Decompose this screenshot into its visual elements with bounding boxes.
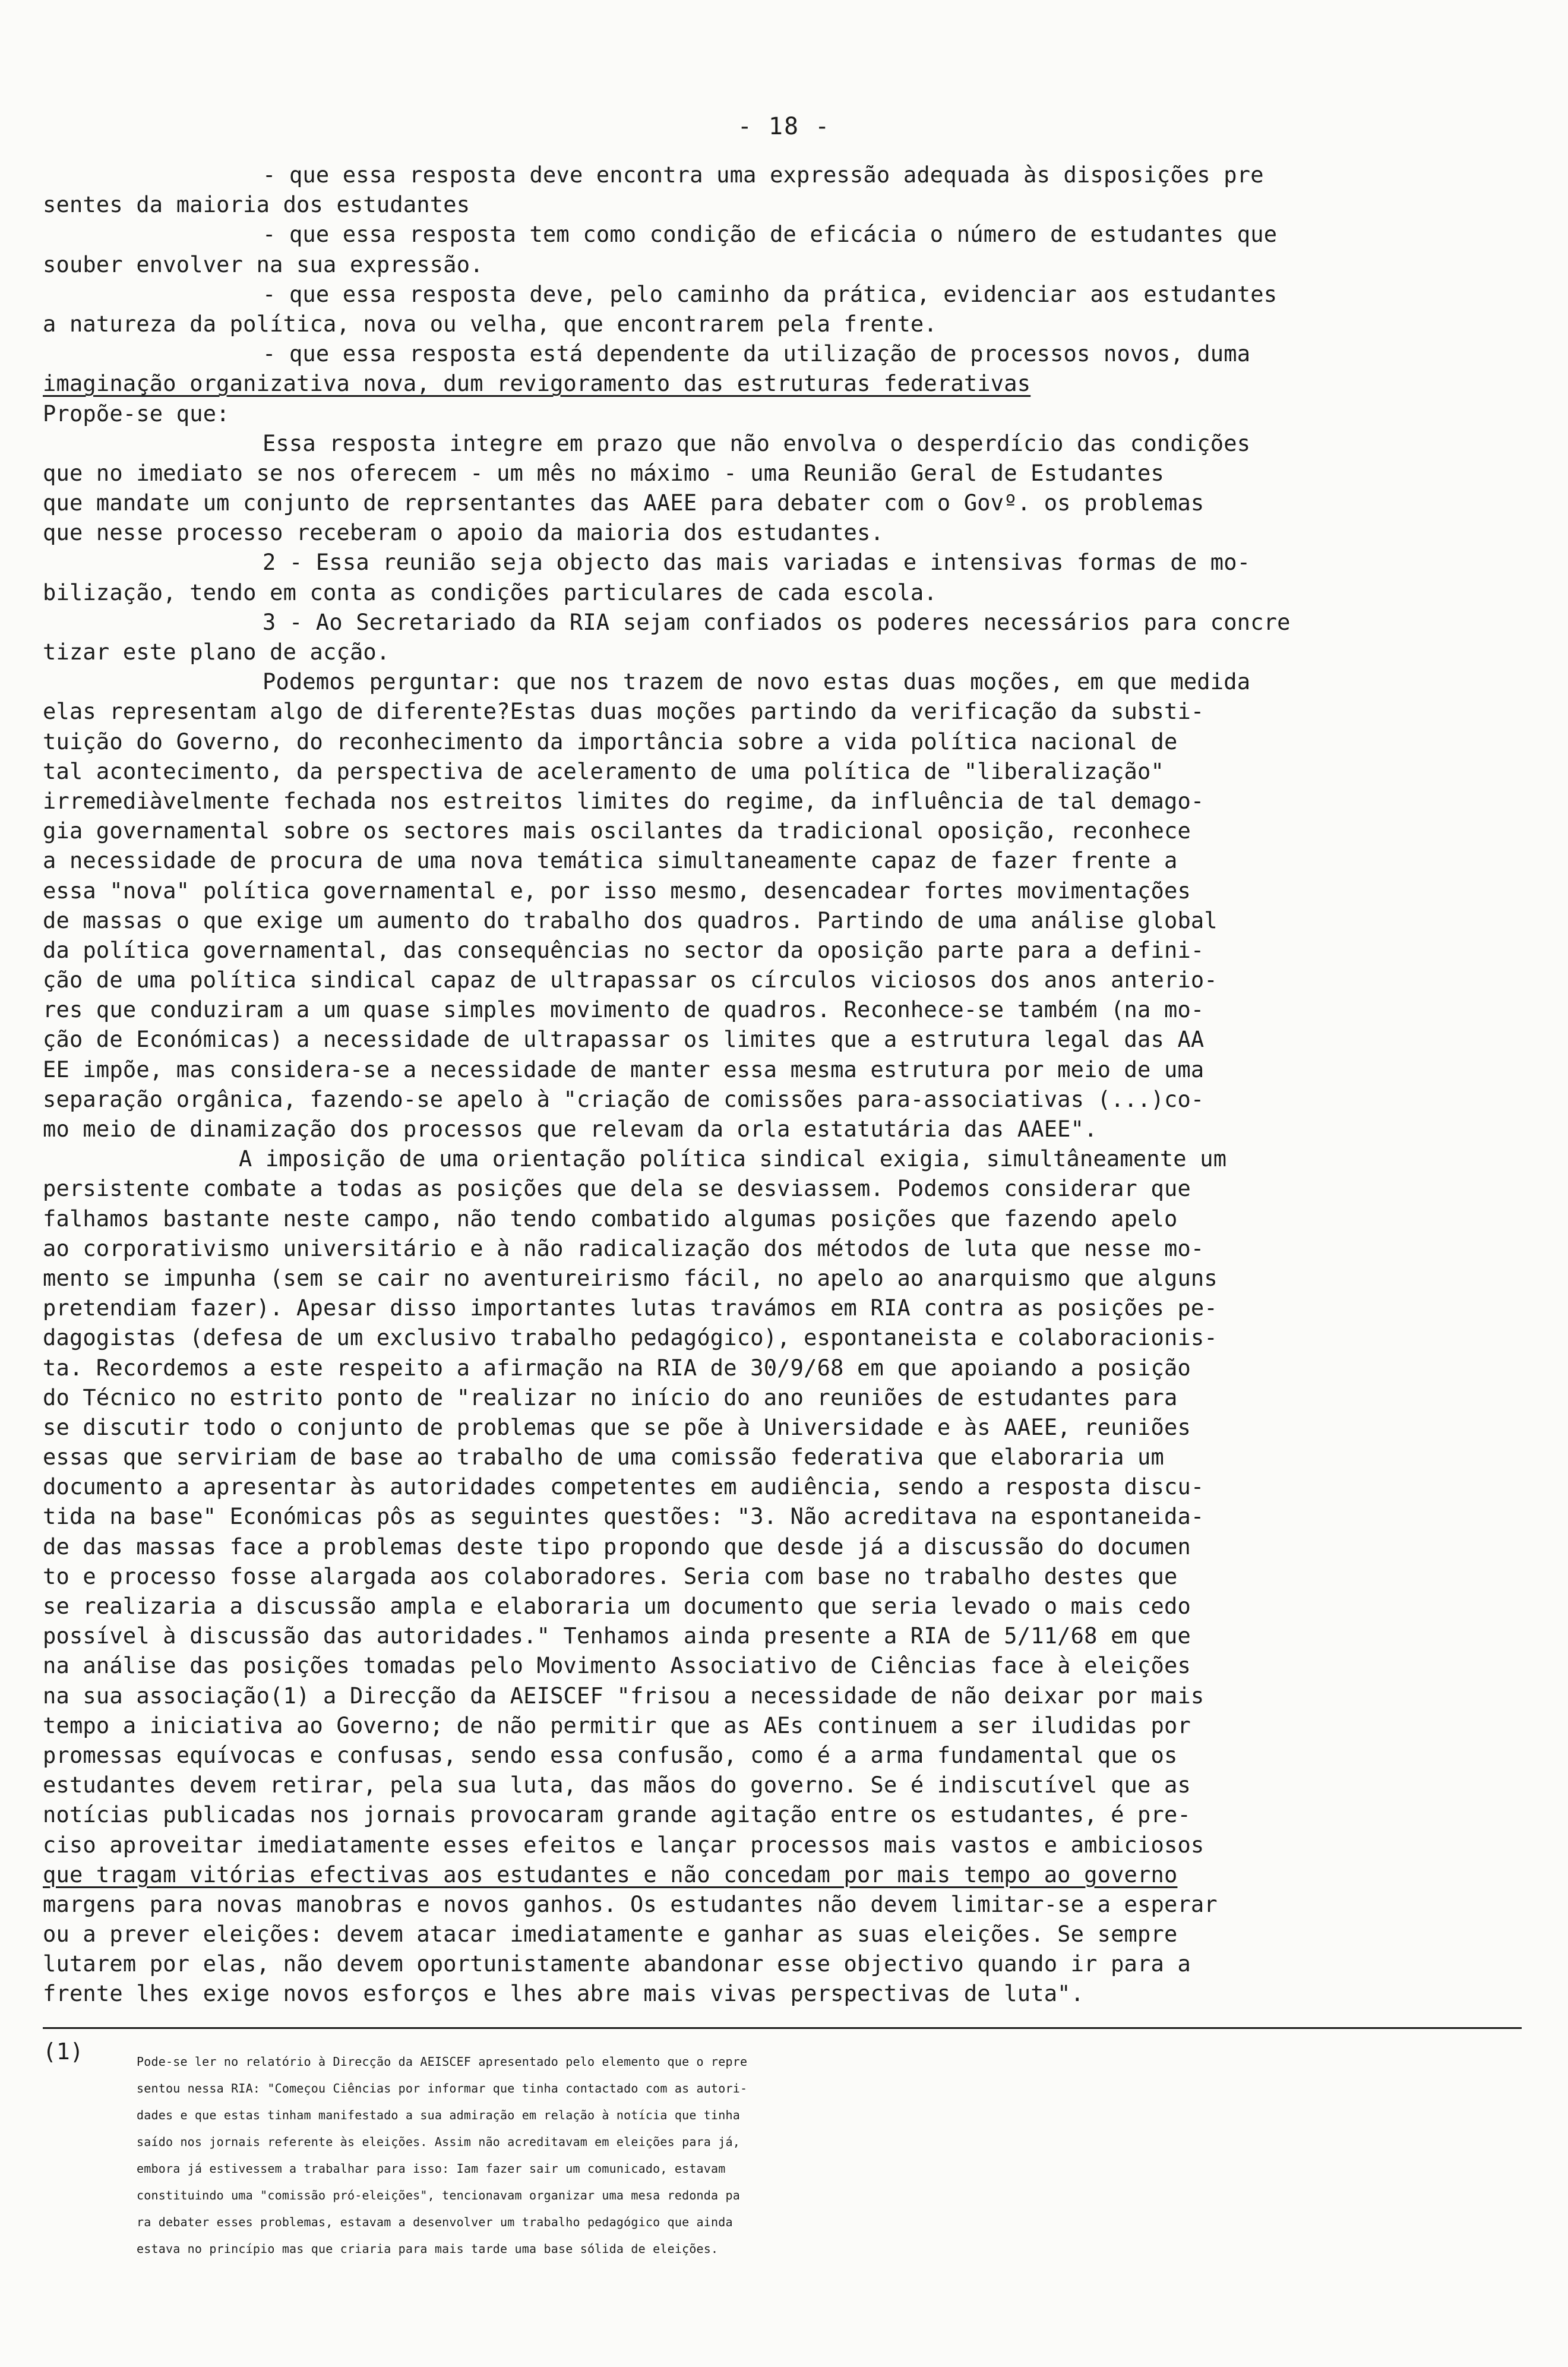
text-line: irremediàvelmente fechada nos estreitos limites do regime, da influência de tal demago- — [43, 788, 1205, 814]
text-line: EE impõe, mas considera-se a necessidade de manter essa mesma estrutura por meio de uma — [43, 1056, 1205, 1082]
body-text — [43, 160, 1534, 2009]
text-line: - que essa resposta tem como condição de eficácia o número de estudantes que — [263, 222, 1278, 248]
text-line: da política governamental, das consequências no sector da oposição parte para a defini- — [43, 937, 1205, 963]
text-line: documento a apresentar às autoridades competentes em audiência, sendo a resposta discu- — [43, 1474, 1205, 1500]
text-line: que mandate um conjunto de reprsentantes das AAEE para debater com o Govº. os problemas — [43, 490, 1205, 516]
text-line: promessas equívocas e confusas, sendo essa confusão, como é a arma fundamental que os — [43, 1742, 1178, 1768]
text-line: Propõe-se que: — [43, 400, 230, 427]
text-line: tuição do Governo, do reconhecimento da importância sobre a vida política nacional de — [43, 728, 1178, 755]
text-line: na análise das posições tomadas pelo Movimento Associativo de Ciências face à eleições — [43, 1653, 1191, 1679]
text-line: essa "nova" política governamental e, por isso mesmo, desencadear fortes movimentações — [43, 878, 1191, 904]
text-line: pretendiam fazer). Apesar disso importantes lutas travámos em RIA contra as posições pe- — [43, 1295, 1218, 1321]
page-number: - 18 - — [737, 113, 831, 140]
text-line: ao corporativismo universitário e à não radicalização dos métodos de luta que nesse mo- — [43, 1235, 1205, 1261]
text-line: - que essa resposta está dependente da utilização de processos novos, duma — [263, 341, 1251, 367]
text-line: margens para novas manobras e novos ganhos. Os estudantes não devem limitar-se a esperar — [43, 1891, 1218, 1917]
footnote-line: sentou nessa RIA: "Começou Ciências por informar que tinha contactado com as autori- — [137, 2081, 748, 2095]
text-line: elas representam algo de diferente?Estas duas moções partindo da verificação da substi- — [43, 699, 1205, 725]
text-line: que no imediato se nos oferecem - um mês no máximo - uma Reunião Geral de Estudantes — [43, 460, 1164, 486]
text-line: Essa resposta integre em prazo que não envolva o desperdício das condições — [263, 430, 1251, 456]
text-line: ta. Recordemos a este respeito a afirmação na RIA de 30/9/68 em que apoiando a posição — [43, 1355, 1191, 1381]
text-line: A imposição de uma orientação política sindical exigia, simultâneamente um — [239, 1146, 1227, 1172]
text-line: falhamos bastante neste campo, não tendo combatido algumas posições que fazendo apelo — [43, 1205, 1178, 1232]
text-line: bilização, tendo em conta as condições particulares de cada escola. — [43, 579, 937, 605]
text-line: - que essa resposta deve, pelo caminho da prática, evidenciar aos estudantes — [263, 281, 1278, 307]
text-line: imaginação organizativa nova, dum revigoramento das estruturas federativas — [43, 371, 1031, 397]
text-line: possível à discussão das autoridades." Tenhamos ainda presente a RIA de 5/11/68 em que — [43, 1623, 1191, 1649]
text-line: estudantes devem retirar, pela sua luta, das mãos do governo. Se é indiscutível que as — [43, 1772, 1191, 1798]
text-line: essas que serviriam de base ao trabalho de uma comissão federativa que elaboraria um — [43, 1444, 1164, 1470]
text-line: mo meio de dinamização dos processos que relevam da orla estatutária das AAEE". — [43, 1116, 1098, 1142]
text-line: tida na base" Económicas pôs as seguintes questões: "3. Não acreditava na espontaneida- — [43, 1504, 1205, 1530]
text-line: ção de uma política sindical capaz de ultrapassar os círculos viciosos dos anos anterio- — [43, 967, 1218, 993]
text-line: ção de Económicas) a necessidade de ultrapassar os limites que a estrutura legal das AA — [43, 1027, 1205, 1053]
text-line: ciso aproveitar imediatamente esses efeitos e lançar processos mais vastos e ambiciosos — [43, 1832, 1205, 1858]
footnote-line: constituindo uma "comissão pró-eleições", tencionavam organizar uma mesa redonda pa — [137, 2188, 741, 2202]
text-line: res que conduziram a um quase simples movimento de quadros. Reconhece-se também (na mo- — [43, 997, 1205, 1023]
text-line: do Técnico no estrito ponto de "realizar no início do ano reuniões de estudantes para — [43, 1384, 1178, 1410]
text-line: ou a prever eleições: devem atacar imediatamente e ganhar as suas eleições. Se sempre — [43, 1921, 1178, 1948]
text-line: de das massas face a problemas deste tipo propondo que desde já a discussão do documen — [43, 1533, 1191, 1560]
text-line: gia governamental sobre os sectores mais oscilantes da tradicional oposição, reconhece — [43, 818, 1191, 844]
text-line: na sua associação(1) a Direcção da AEISCEF "frisou a necessidade de não deixar por mais — [43, 1683, 1205, 1709]
text-line: separação orgânica, fazendo-se apelo à "criação de comissões para-associativas (...)co- — [43, 1086, 1205, 1112]
text-line: dagogistas (defesa de um exclusivo trabalho pedagógico), espontaneista e colaboracionis- — [43, 1325, 1218, 1351]
text-line: notícias publicadas nos jornais provocaram grande agitação entre os estudantes, é pre- — [43, 1802, 1191, 1828]
text-line: tizar este plano de acção. — [43, 639, 390, 665]
text-line: - que essa resposta deve encontra uma expressão adequada às disposições pre — [263, 162, 1264, 188]
footnote-line: saído nos jornais referente às eleições. Assim não acreditavam em eleições para já, — [137, 2135, 741, 2149]
footnote-line: embora já estivessem a trabalhar para isso: Iam fazer sair um comunicado, estavam — [137, 2161, 726, 2176]
text-line: que tragam vitórias efectivas aos estudantes e não concedam por mais tempo ao governo — [43, 1861, 1178, 1888]
footnote-divider — [43, 2027, 1522, 2029]
text-line: se discutir todo o conjunto de problemas que se põe à Universidade e às AAEE, reuniões — [43, 1414, 1191, 1440]
text-line: que nesse processo receberam o apoio da maioria dos estudantes. — [43, 520, 884, 546]
text-line: souber envolver na sua expressão. — [43, 251, 483, 277]
text-line: 2 - Essa reunião seja objecto das mais variadas e intensivas formas de mo- — [263, 550, 1251, 576]
footnote-line: Pode-se ler no relatório à Direcção da AEISCEF apresentado pelo elemento que o repre — [137, 2054, 748, 2069]
text-line: 3 - Ao Secretariado da RIA sejam confiados os poderes necessários para concre — [263, 609, 1291, 635]
footnote-line: estava no princípio mas que criaria para mais tarde uma base sólida de eleições. — [137, 2242, 719, 2256]
text-line: a necessidade de procura de uma nova temática simultaneamente capaz de fazer frente a — [43, 848, 1178, 874]
text-line: tal acontecimento, da perspectiva de aceleramento de uma política de "liberalização" — [43, 758, 1164, 784]
text-line: frente lhes exige novos esforços e lhes abre mais vivas perspectivas de luta". — [43, 1981, 1085, 2007]
text-line: to e processo fosse alargada aos colaboradores. Seria com base no trabalho destes que — [43, 1563, 1178, 1589]
text-line: sentes da maioria dos estudantes — [43, 192, 470, 218]
footnote-line: dades e que estas tinham manifestado a sua admiração em relação à notícia que tinha — [137, 2108, 741, 2122]
text-line: Podemos perguntar: que nos trazem de novo estas duas moções, em que medida — [263, 669, 1251, 695]
footnote-text — [0, 2049, 1568, 2262]
text-line: de massas o que exige um aumento do trabalho dos quadros. Partindo de uma análise global — [43, 907, 1218, 933]
text-line: persistente combate a todas as posições que dela se desviassem. Podemos considerar que — [43, 1176, 1191, 1202]
text-line: mento se impunha (sem se cair no aventureirismo fácil, no apelo ao anarquismo que alguns — [43, 1265, 1218, 1291]
text-line: se realizaria a discussão ampla e elaboraria um documento que seria levado o mais cedo — [43, 1593, 1191, 1619]
text-line: a natureza da política, nova ou velha, que encontrarem pela frente. — [43, 311, 937, 337]
text-line: tempo a iniciativa ao Governo; de não permitir que as AEs continuem a ser iludidas por — [43, 1712, 1191, 1738]
footnote-line: ra debater esses problemas, estavam a desenvolver um trabalho pedagógico que ainda — [137, 2215, 733, 2229]
text-line: lutarem por elas, não devem oportunistamente abandonar esse objectivo quando ir para a — [43, 1951, 1191, 1977]
footnote-marker: (1) — [43, 2038, 84, 2065]
